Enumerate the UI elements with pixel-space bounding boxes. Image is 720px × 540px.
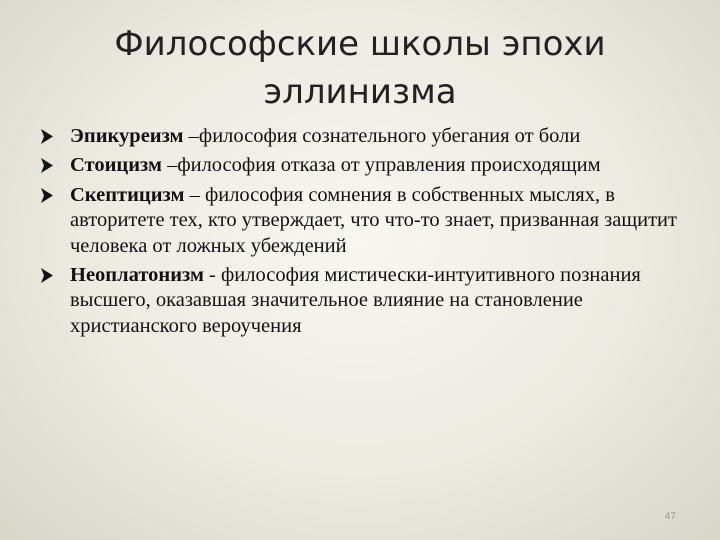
bullet-item-stoicism (40, 153, 690, 178)
bullet-term: Стоицизм (70, 154, 162, 177)
bullet-list (40, 124, 690, 343)
bullet-term: Эпикуреизм (70, 125, 184, 147)
slide-title-line-1: Философские школы эпохи (114, 24, 606, 64)
bullet-separator: – (161, 154, 178, 177)
bullet-description: философия сознательного убегания от боли (198, 125, 581, 147)
bullet-description: философия мистически-интуитивного познания высшего, оказавшая значительное влияние на становление христианского вероучения (70, 264, 641, 337)
bullet-separator: – (183, 125, 199, 147)
bullet-item-neoplatonism (40, 263, 690, 339)
bullet-term: Скептицизм (70, 183, 185, 206)
bullet-description: философия сомнения в собственных мыслях, в авторитете тех, кто утверждает, что что-то знает, призванная защитит человека от ложных убеждений (70, 183, 677, 257)
bullet-item-epicureanism (40, 124, 690, 149)
arrowhead-bullet-icon (40, 267, 54, 284)
page-number: 47 (664, 511, 676, 522)
slide-title (40, 20, 680, 116)
bullet-description: философия отказа от управления происходящим (177, 154, 601, 177)
arrowhead-bullet-icon (40, 157, 54, 174)
bullet-item-skepticism (40, 183, 690, 259)
bullet-term: Неоплатонизм (70, 264, 204, 287)
arrowhead-bullet-icon (40, 187, 54, 204)
bullet-separator: – (184, 183, 205, 206)
slide-title-line-2: эллинизма (263, 72, 457, 112)
arrowhead-bullet-icon (40, 128, 54, 145)
bullet-separator: - (203, 264, 221, 287)
